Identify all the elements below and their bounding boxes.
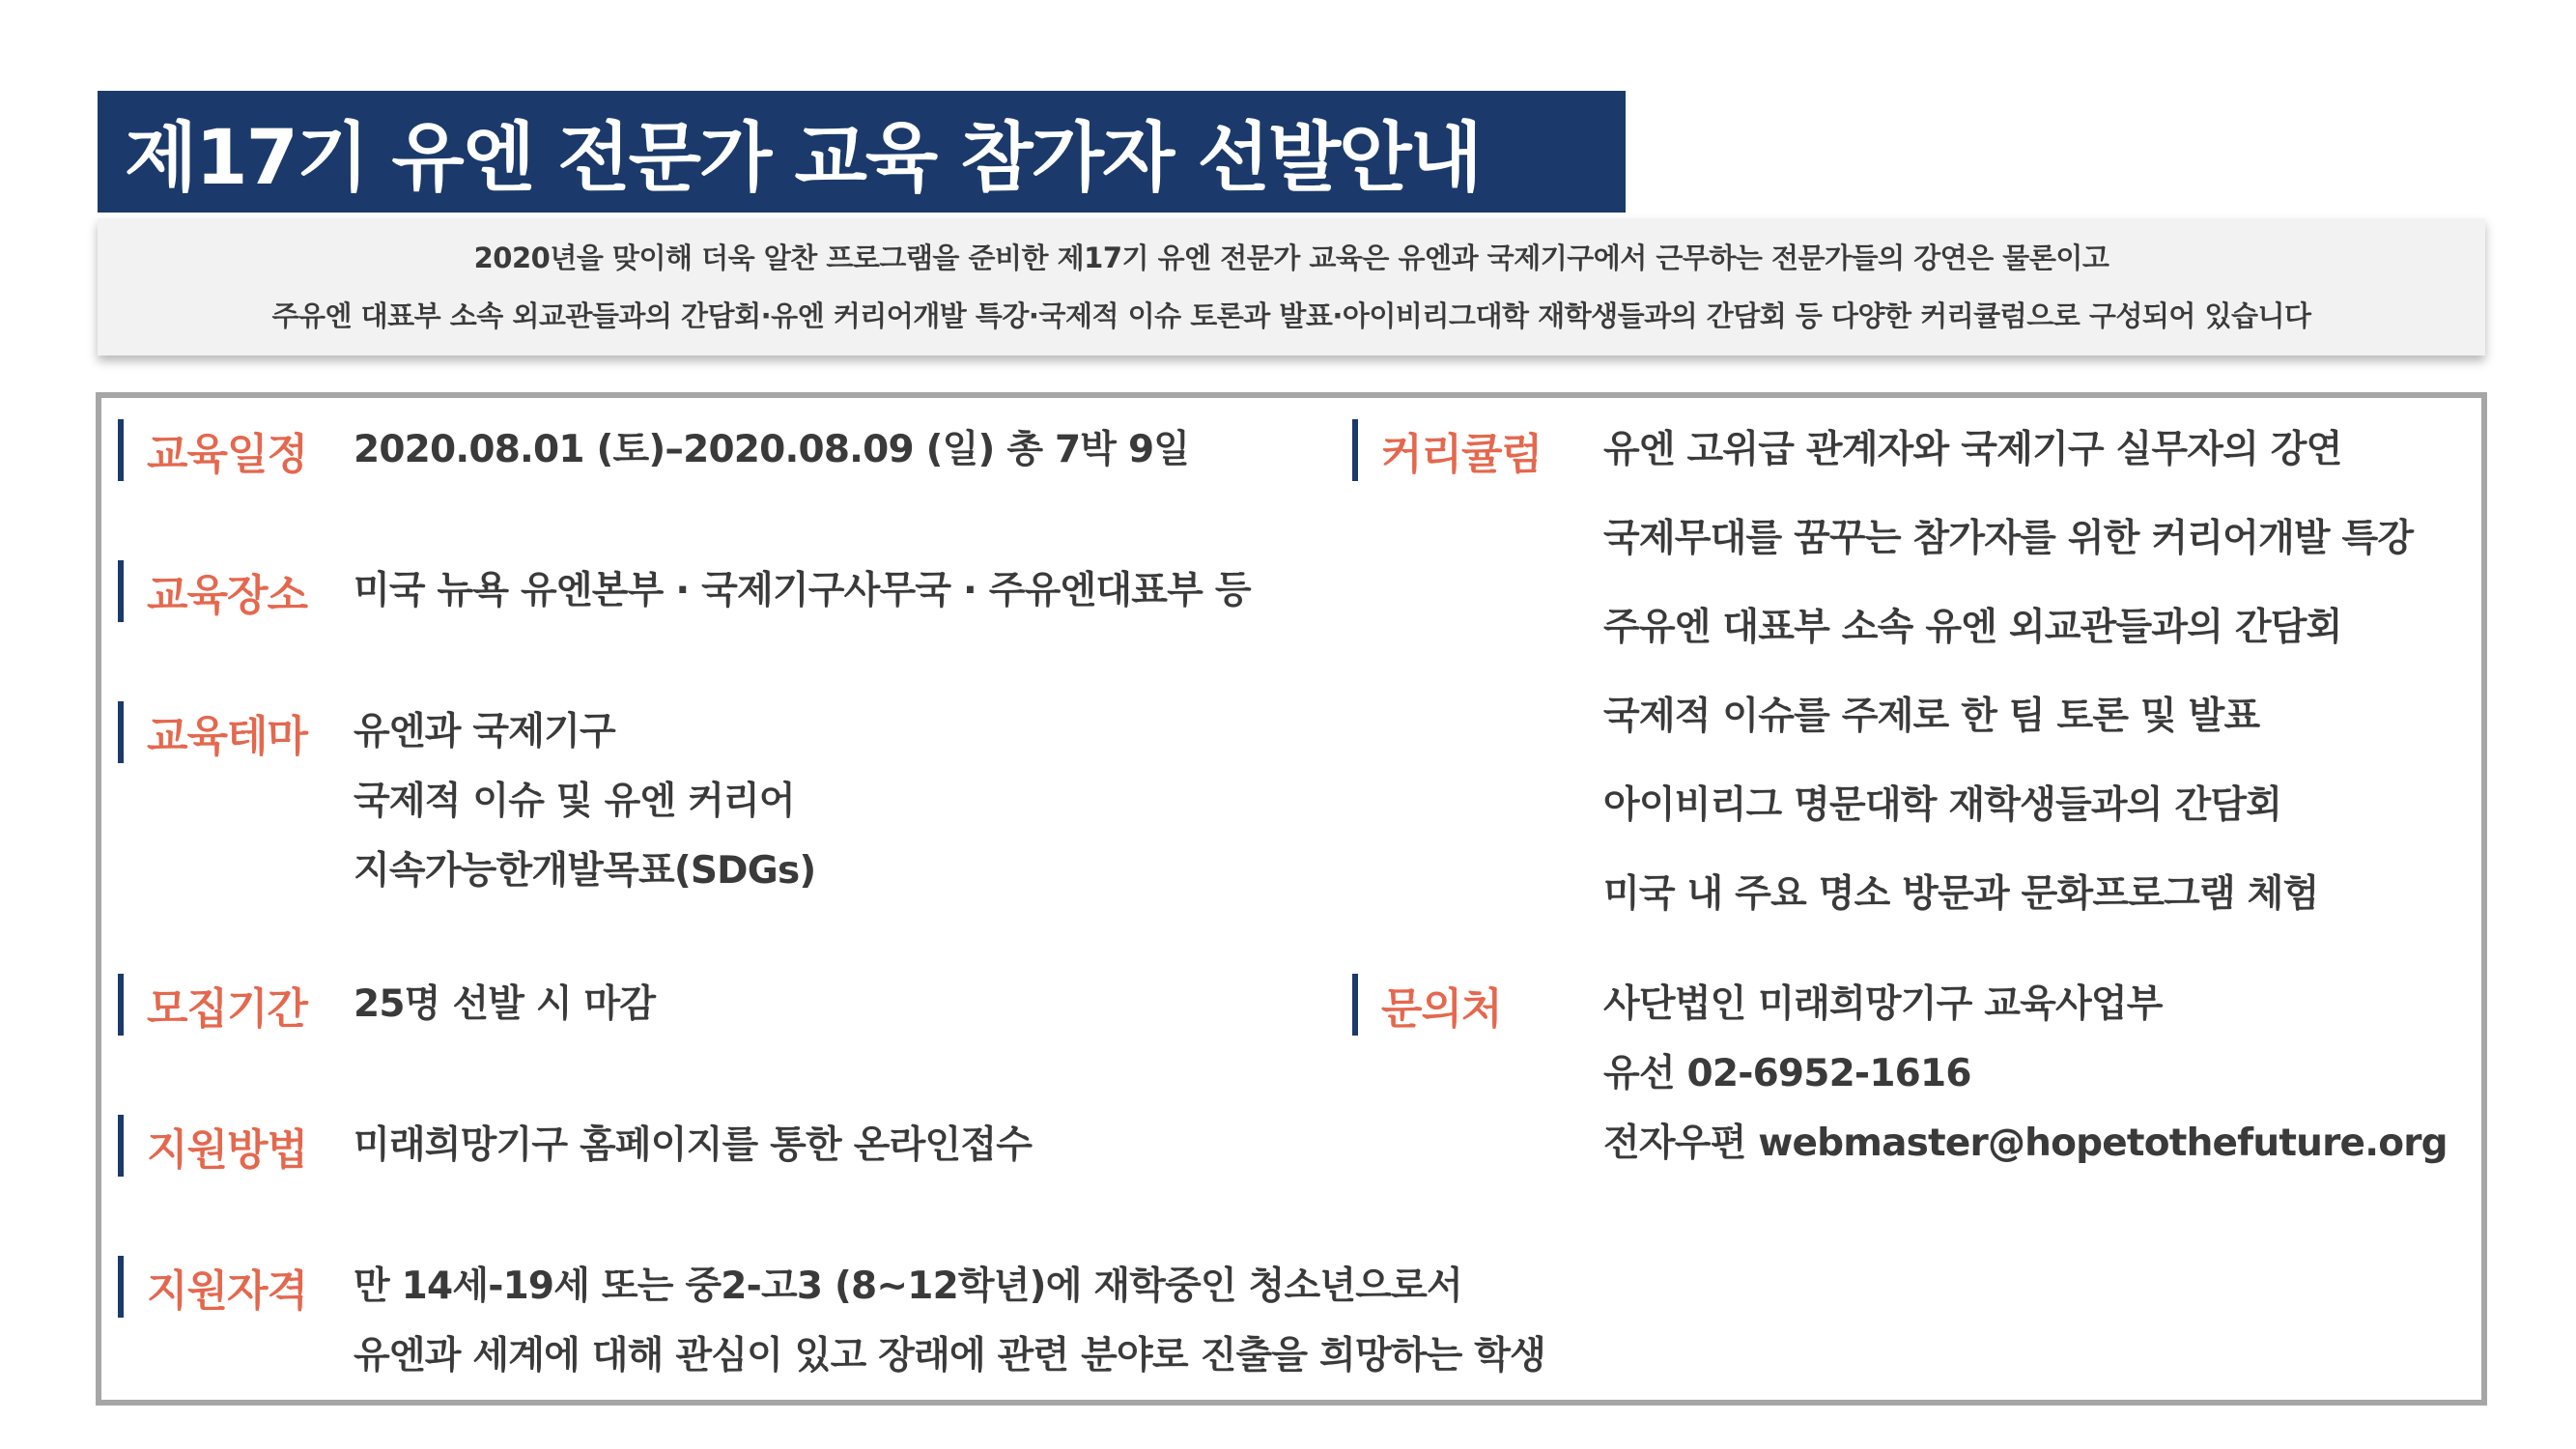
theme-value-3: 지속가능한개발목표(SDGs) [354, 849, 816, 893]
curriculum-item-4: 국제적 이슈를 주제로 한 팀 토론 및 발표 [1603, 695, 2260, 738]
contact-values [1603, 974, 2448, 1182]
curriculum-label: 커리큘럼 [1352, 419, 1542, 481]
eligibility-value-1: 만 14세-19세 또는 중2-고3 (8~12학년)에 재학중인 청소년으로서 [354, 1264, 1462, 1308]
apply-method-value: 미래희망기구 홈페이지를 통한 온라인접수 [354, 1123, 1033, 1167]
recruit-period-values [354, 974, 655, 1043]
schedule-values [354, 419, 1189, 489]
theme-label: 교육테마 [118, 701, 307, 763]
curriculum-values [1603, 419, 2413, 952]
contact-email: 전자우편 webmaster@hopetothefuture.org [1603, 1122, 2448, 1165]
curriculum-item-1: 유엔 고위급 관계자와 국제기구 실무자의 강연 [1603, 428, 2342, 471]
eligibility-label: 지원자격 [118, 1256, 307, 1318]
intro-line-2: 주유엔 대표부 소속 외교관들과의 간담회·유엔 커리어개발 특강·국제적 이슈 토론과 발표·아이비리그대학 재학생들과의 간담회 등 다양한 커리큘럼으로 구성되어 있습니다 [271, 299, 2311, 332]
contact-label: 문의처 [1352, 974, 1502, 1036]
schedule-value: 2020.08.01 (토)–2020.08.09 (일) 총 7박 9일 [354, 428, 1190, 471]
contact-org: 사단법인 미래희망기구 교육사업부 [1603, 982, 2163, 1026]
page-title: 제17기 유엔 전문가 교육 참가자 선발안내 [125, 115, 1481, 202]
location-values [354, 560, 1251, 630]
curriculum-item-6: 미국 내 주요 명소 방문과 문화프로그램 체험 [1603, 872, 2319, 916]
curriculum-item-2: 국제무대를 꿈꾸는 참가자를 위한 커리어개발 특강 [1603, 517, 2414, 560]
eligibility-values [354, 1256, 1545, 1395]
curriculum-item-5: 아이비리그 명문대학 재학생들과의 간담회 [1603, 783, 2282, 827]
apply-method-values [354, 1115, 1032, 1184]
intro-box [98, 218, 2485, 355]
theme-value-2: 국제적 이슈 및 유엔 커리어 [354, 780, 795, 823]
eligibility-value-2: 유엔과 세계에 대해 관심이 있고 장래에 관련 분야로 진출을 희망하는 학생 [354, 1334, 1545, 1378]
location-value: 미국 뉴욕 유엔본부 · 국제기구사무국 · 주유엔대표부 등 [354, 569, 1251, 612]
contact-phone: 유선 02-6952-1616 [1603, 1052, 1971, 1095]
theme-values [354, 701, 815, 910]
location-label: 교육장소 [118, 560, 307, 622]
title-banner [98, 91, 1626, 213]
schedule-label: 교육일정 [118, 419, 307, 481]
recruit-period-label: 모집기간 [118, 974, 307, 1036]
curriculum-item-3: 주유엔 대표부 소속 유엔 외교관들과의 간담회 [1603, 606, 2342, 649]
theme-value-1: 유엔과 국제기구 [354, 710, 615, 753]
recruit-period-value: 25명 선발 시 마감 [354, 982, 656, 1026]
apply-method-label: 지원방법 [118, 1115, 307, 1177]
intro-line-1: 2020년을 맞이해 더욱 알찬 프로그램을 준비한 제17기 유엔 전문가 교육은 유엔과 국제기구에서 근무하는 전문가들의 강연은 물론이고 [473, 242, 2109, 274]
